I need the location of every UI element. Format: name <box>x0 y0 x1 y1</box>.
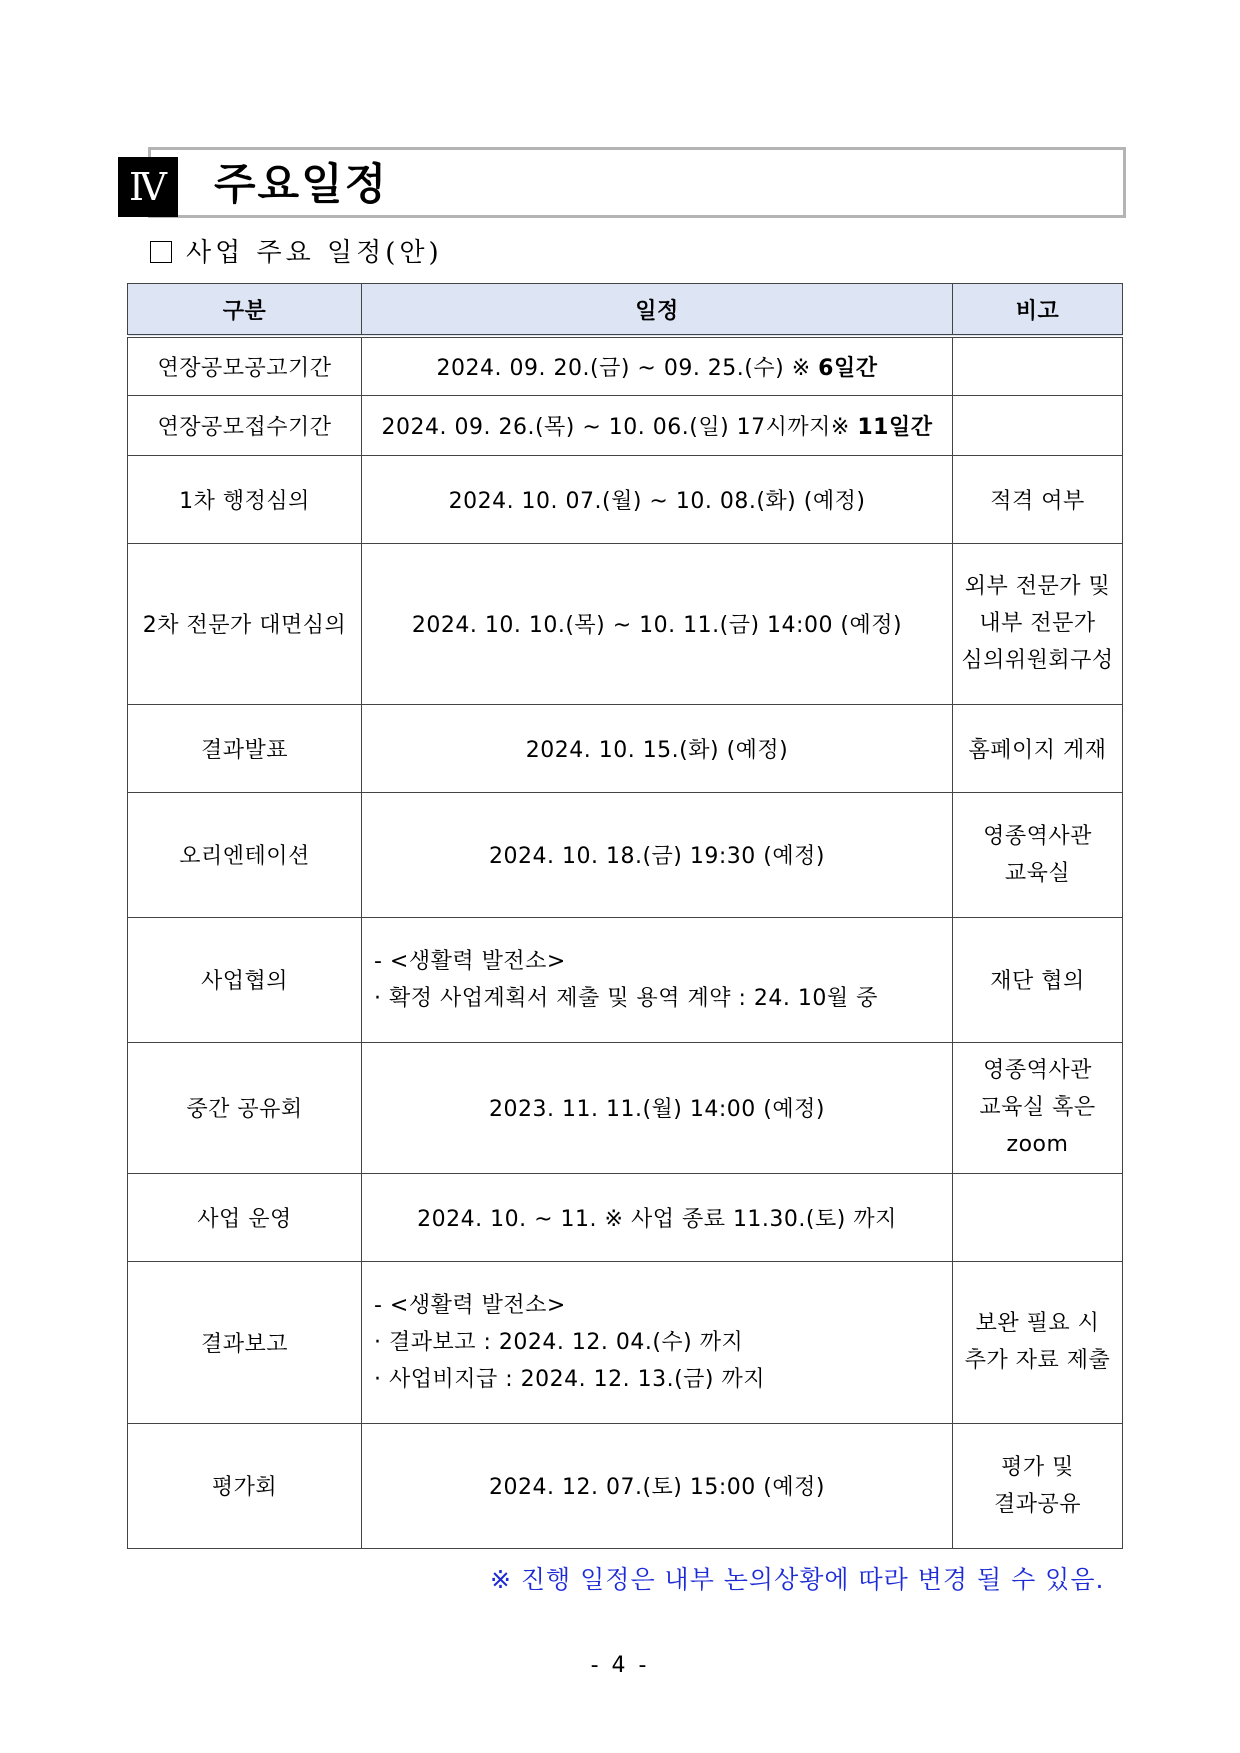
row-note <box>953 1173 1123 1261</box>
table-row <box>128 1042 1123 1173</box>
table-header-row <box>128 284 1123 337</box>
row-note <box>953 792 1123 917</box>
schedule-duration: 11일간 <box>857 414 933 440</box>
header-note: 비고 <box>953 284 1123 337</box>
footnote: ※ 진행 일정은 내부 논의상황에 따라 변경 될 수 있음. <box>490 1565 1105 1594</box>
schedule-line: · 결과보고 : 2024. 12. 04.(수) 까지 <box>374 1329 744 1355</box>
schedule-line: · 확정 사업계획서 제출 및 용역 계약 : 24. 10월 중 <box>374 985 878 1011</box>
row-note <box>953 1261 1123 1423</box>
row-category: 결과보고 <box>128 1261 362 1423</box>
row-schedule: 2024. 12. 07.(토) 15:00 (예정) <box>362 1423 953 1548</box>
section-header <box>118 147 1130 222</box>
row-note: 재단 협의 <box>953 917 1123 1042</box>
table-row <box>128 1261 1123 1423</box>
section-number: Ⅳ <box>118 157 178 217</box>
row-note <box>953 1423 1123 1548</box>
schedule-text: 2024. 09. 20.(금) ~ 09. 25.(수) ※ <box>436 355 819 381</box>
row-category: 평가회 <box>128 1423 362 1548</box>
header-category: 구분 <box>128 284 362 337</box>
note-line: 결과공유 <box>993 1491 1081 1517</box>
header-schedule: 일정 <box>362 284 953 337</box>
table-row <box>128 543 1123 704</box>
row-category: 연장공모접수기간 <box>128 395 362 455</box>
row-note <box>953 1042 1123 1173</box>
row-schedule <box>362 336 953 395</box>
row-schedule <box>362 395 953 455</box>
checkbox-square-icon <box>150 241 172 263</box>
row-schedule: 2024. 10. 10.(목) ~ 10. 11.(금) 14:00 (예정) <box>362 543 953 704</box>
row-note <box>953 336 1123 395</box>
row-note <box>953 543 1123 704</box>
note-line: zoom <box>1006 1132 1069 1157</box>
note-line: 추가 자료 제출 <box>964 1348 1111 1373</box>
row-category: 연장공모공고기간 <box>128 336 362 395</box>
row-category: 1차 행정심의 <box>128 455 362 543</box>
note-line: 외부 전문가 및 <box>964 574 1111 599</box>
note-line: 영종역사관 <box>983 823 1092 849</box>
subtitle-text: 사업 주요 일정(안) <box>186 238 443 268</box>
table-row <box>128 395 1123 455</box>
row-note: 적격 여부 <box>953 455 1123 543</box>
schedule-line: · 사업비지급 : 2024. 12. 13.(금) 까지 <box>374 1366 766 1392</box>
schedule-line: - <생활력 발전소> <box>374 948 566 974</box>
schedule-text: 2024. 09. 26.(목) ~ 10. 06.(일) 17시까지※ <box>381 414 858 440</box>
subtitle <box>150 233 443 273</box>
row-schedule <box>362 917 953 1042</box>
note-line: 교육실 <box>1004 860 1071 886</box>
table-row <box>128 917 1123 1042</box>
table-row <box>128 1173 1123 1261</box>
row-category: 사업협의 <box>128 917 362 1042</box>
page-number: - 4 - <box>590 1653 650 1678</box>
note-line: 심의위원회구성 <box>961 648 1114 673</box>
row-category: 2차 전문가 대면심의 <box>128 543 362 704</box>
note-line: 내부 전문가 <box>979 611 1096 636</box>
note-line: 교육실 혹은 <box>979 1095 1096 1120</box>
table-row <box>128 792 1123 917</box>
table-row <box>128 1423 1123 1548</box>
row-schedule: 2023. 11. 11.(월) 14:00 (예정) <box>362 1042 953 1173</box>
row-schedule: 2024. 10. ~ 11. ※ 사업 종료 11.30.(토) 까지 <box>362 1173 953 1261</box>
schedule-table <box>127 283 1123 1549</box>
row-category: 오리엔테이션 <box>128 792 362 917</box>
row-note <box>953 395 1123 455</box>
section-title: 주요일정 <box>214 160 389 210</box>
row-schedule: 2024. 10. 18.(금) 19:30 (예정) <box>362 792 953 917</box>
table-row <box>128 704 1123 792</box>
row-category: 사업 운영 <box>128 1173 362 1261</box>
note-line: 평가 및 <box>1001 1454 1074 1480</box>
row-schedule: 2024. 10. 07.(월) ~ 10. 08.(화) (예정) <box>362 455 953 543</box>
schedule-line: - <생활력 발전소> <box>374 1292 566 1318</box>
row-note: 홈페이지 게재 <box>953 704 1123 792</box>
row-schedule <box>362 1261 953 1423</box>
table-row <box>128 336 1123 395</box>
note-line: 영종역사관 <box>983 1058 1092 1083</box>
row-category: 중간 공유회 <box>128 1042 362 1173</box>
note-line: 보완 필요 시 <box>975 1311 1100 1336</box>
row-category: 결과발표 <box>128 704 362 792</box>
table-row <box>128 455 1123 543</box>
schedule-duration: 6일간 <box>818 355 878 381</box>
row-schedule: 2024. 10. 15.(화) (예정) <box>362 704 953 792</box>
